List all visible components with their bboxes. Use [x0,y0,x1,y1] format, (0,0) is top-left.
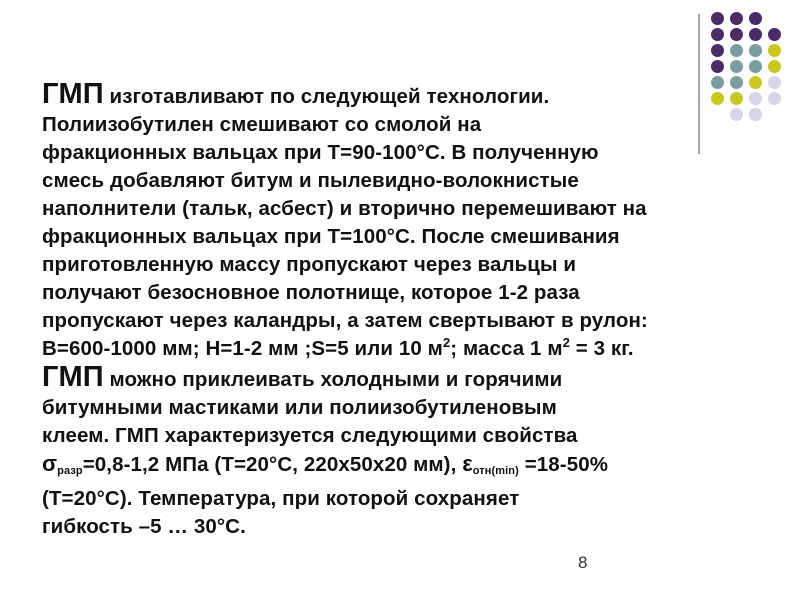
strength-text: =0,8-1,2 МПа (Т=20°С, 220x50x20 мм), [82,453,463,476]
term-gmp: ГМП [42,78,104,110]
decor-dot [711,44,724,57]
decor-dot [749,60,762,73]
mass-text: ; масса 1 м [450,337,563,360]
paragraph-technology [42,80,770,363]
slide-body-text [42,80,770,541]
mass-value: = 3 кг. [569,337,634,360]
decor-dot [749,12,762,25]
text-line: фракционных вальцах при Т=100°С. После смешивания [42,225,620,248]
decor-dot [768,28,781,41]
text-line: фракционных вальцах при T=90-100°C. В полученную [42,141,599,164]
text-line: пропускают через каландры, а затем свертывают в рулон: [42,309,648,332]
text-line: смесь добавляют битум и пылевидно-волокнистые [42,169,579,192]
text-line: битумными мастиками или полиизобутиленовым [42,396,557,419]
decor-dot [730,60,743,73]
decor-dot [749,44,762,57]
text-line: получают безосновное полотнище, которое 1-2 раза [42,281,580,304]
decor-dot [749,28,762,41]
decor-dot [730,12,743,25]
decor-dot [711,12,724,25]
elongation-text: =18-50% [518,453,609,476]
subscript: разр [57,465,83,477]
text-line: (Т=20°С). Температура, при которой сохраняет [42,487,520,510]
text-line: Полиизобутилен смешивают со смолой на [42,113,482,136]
decor-dot [730,28,743,41]
text-line: наполнители (тальк, асбест) и вторично перемешивают на [42,197,647,220]
dimensions-text: B=600-1000 мм; H=1-2 мм ;S=5 или 10 м [42,337,443,360]
page-number: 8 [578,553,588,572]
text-line: можно приклеивать холодными и горячими [103,368,563,391]
sigma-symbol: σ [42,451,58,476]
decor-dot [711,60,724,73]
decor-dot [730,44,743,57]
decor-dot [768,60,781,73]
text-line: клеем. ГМП характеризуется следующими свойства [42,424,578,447]
decor-dot [768,44,781,57]
superscript: 2 [562,335,570,351]
epsilon-symbol: ε [462,451,473,476]
paragraph-properties [42,363,770,541]
text-line: приготовленную массу пропускают через вальцы и [42,253,577,276]
superscript: 2 [442,335,451,351]
subscript: отн(min) [472,465,519,477]
term-gmp: ГМП [42,361,104,393]
decor-dot [711,28,724,41]
text-line: изготавливают по следующей технологии. [103,85,550,108]
text-line: гибкость –5 … 30°С. [42,515,246,538]
